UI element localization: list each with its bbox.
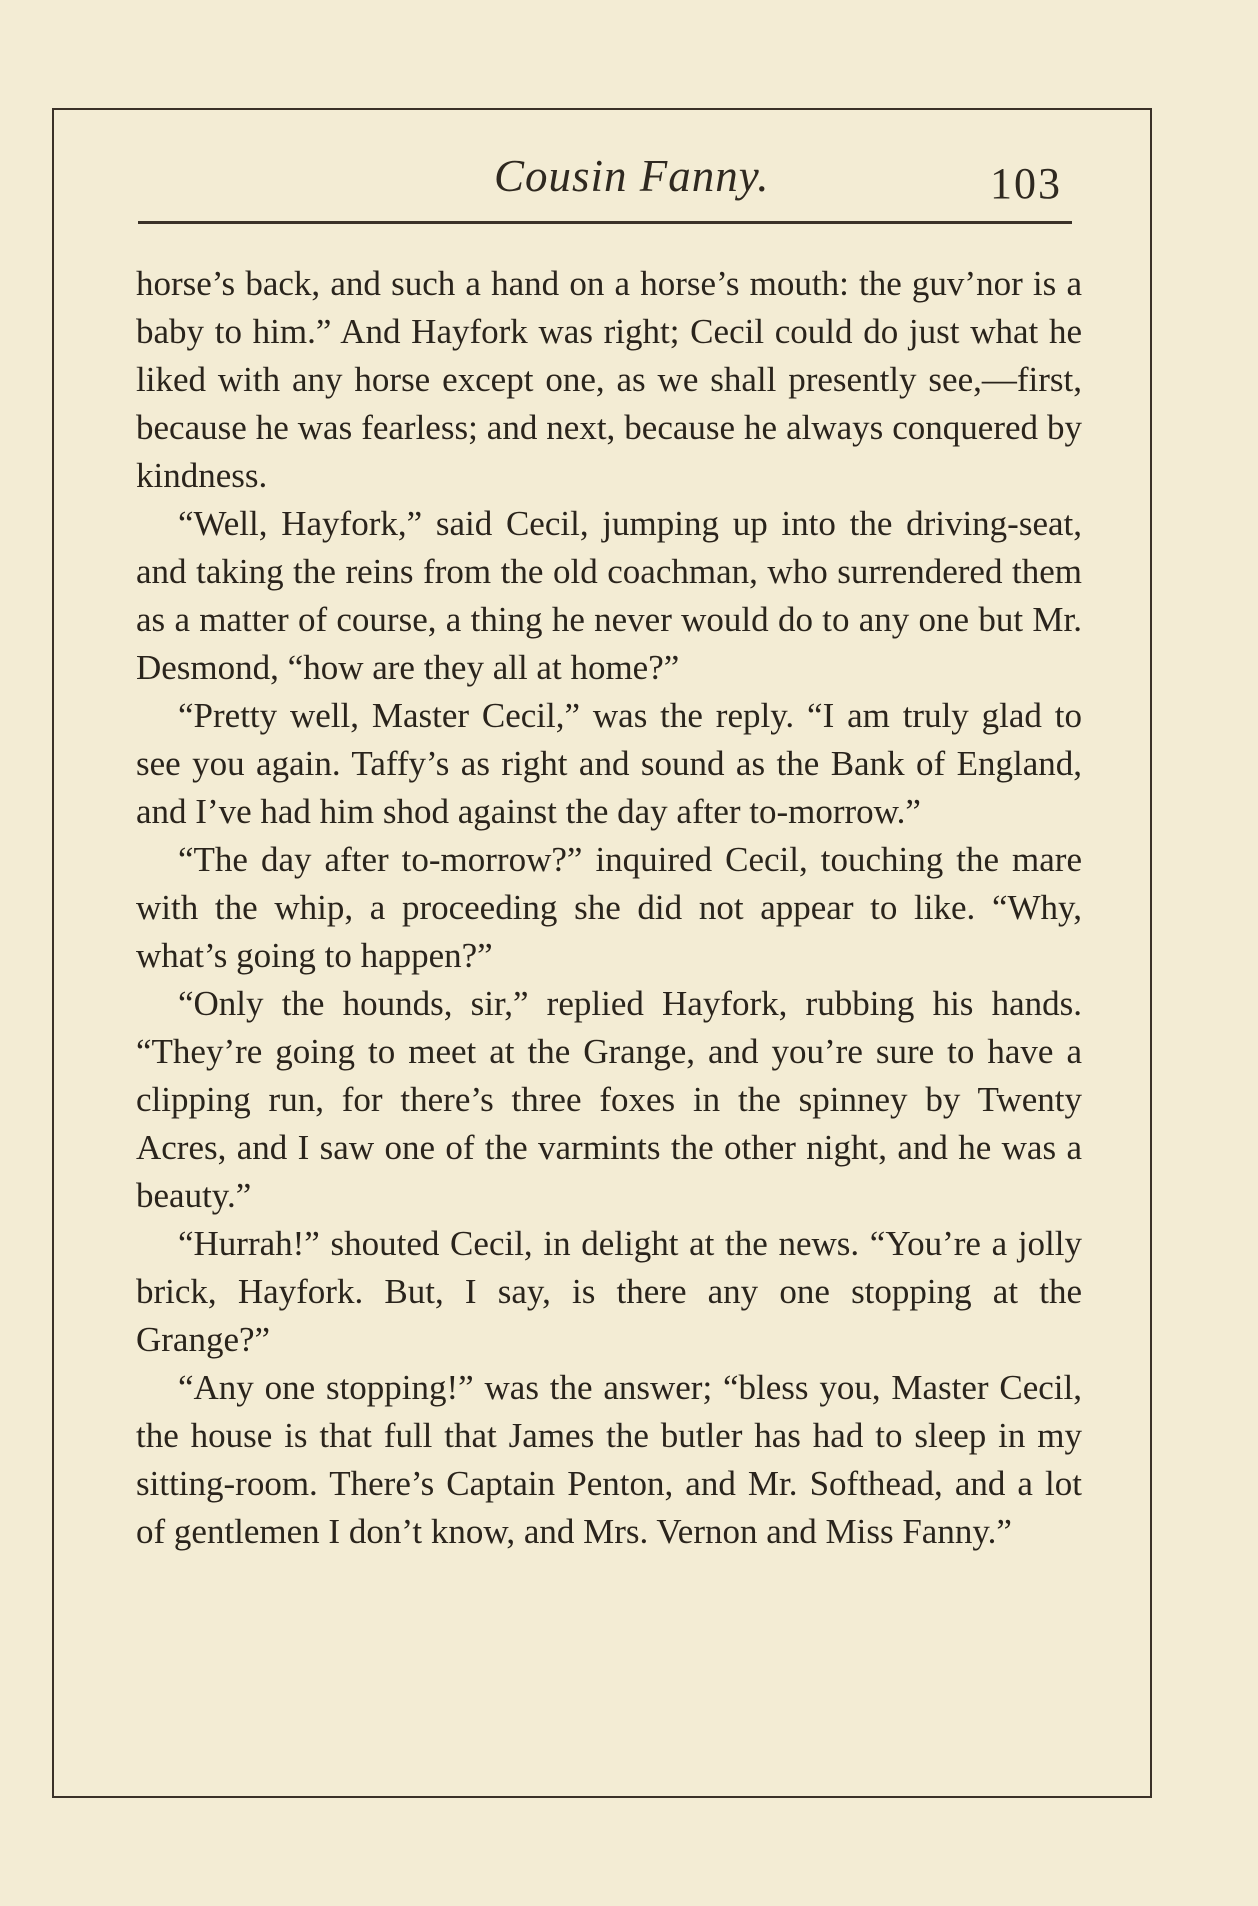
header-rule — [138, 221, 1072, 224]
page-header — [52, 150, 1152, 220]
paragraph: “Hurrah!” shouted Cecil, in delight at the news. “You’re a jolly brick, Hayfork. But, I say, is there any one stopping at the Grange?” — [136, 1224, 1082, 1359]
body-text — [136, 260, 1082, 1556]
paragraph: “Pretty well, Master Cecil,” was the reply. “I am truly glad to see you again. Taffy’s as right and sound as the Bank of England, and I’ve had him shod against the day after to-morrow.” — [136, 696, 1082, 831]
paragraph: “Only the hounds, sir,” replied Hayfork, rubbing his hands. “They’re going to meet at the Grange, and you’re sure to have a clipping run, for there’s three foxes in the spinney by Twenty Acres, and I saw one of the varmints the other night, and he was a beauty.” — [136, 984, 1082, 1215]
paragraph: “Any one stopping!” was the answer; “bless you, Master Cecil, the house is that full that James the butler has had to sleep in my sitting-room. There’s Captain Penton, and Mr. Softhead, and a lot of gentlemen I don’t know, and Mrs. Vernon and Miss Fanny.” — [136, 1368, 1082, 1551]
running-title: Cousin Fanny. — [494, 151, 770, 201]
page-number: 103 — [990, 159, 1062, 208]
paragraph: horse’s back, and such a hand on a horse’s mouth: the guv’nor is a baby to him.” And Hayfork was right; Cecil could do just what he liked with any horse except one, as we shall presently see,—first, because he was fearless; and next, because he always conquered by kindness. — [136, 264, 1082, 495]
paragraph: “The day after to-morrow?” inquired Cecil, touching the mare with the whip, a proceeding she did not appear to like. “Why, what’s going to happen?” — [136, 840, 1082, 975]
paragraph: “Well, Hayfork,” said Cecil, jumping up into the driving-seat, and taking the reins from the old coachman, who surrendered them as a matter of course, a thing he never would do to any one but Mr. Desmond, “how are they all at home?” — [136, 504, 1082, 687]
